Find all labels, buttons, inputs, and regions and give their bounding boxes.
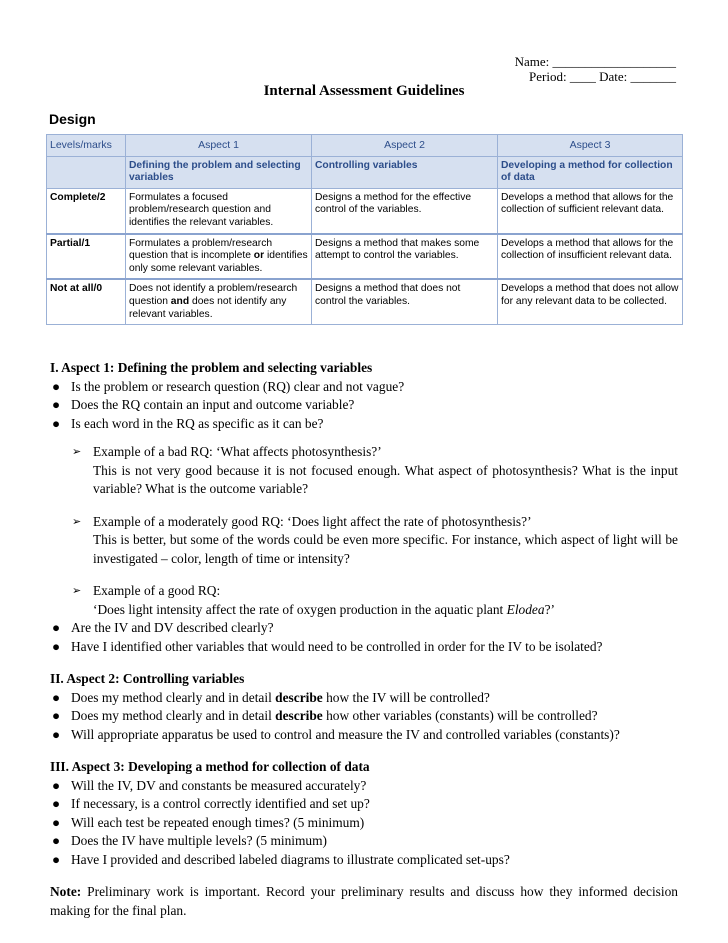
rubric-row-not-at-all [47, 279, 683, 324]
bullet-icon: ● [52, 833, 61, 848]
list-item: ● Is each word in the RQ as specific as it can be? [50, 415, 678, 434]
list-item: ● If necessary, is a control correctly identified and set up? [50, 795, 678, 814]
rubric-row-partial [47, 234, 683, 280]
note-label: Note: [50, 884, 82, 899]
rubric-cell: Develops a method that does not allow for any relevant data to be collected. [498, 279, 683, 324]
bullet-icon: ● [52, 620, 61, 635]
rubric-cell: Designs a method that does not control the variables. [312, 279, 498, 324]
rubric-cell: Develops a method that allows for the collection of sufficient relevant data. [498, 188, 683, 233]
list-item: ● Will appropriate apparatus be used to control and measure the IV and controlled variables (constants)? [50, 726, 678, 745]
rubric-subtitle-row [47, 156, 683, 188]
aspect-1-subtitle: Defining the problem and selecting variables [126, 156, 312, 188]
bullet-icon: ● [52, 708, 61, 723]
levels-header: Levels/marks [47, 135, 126, 157]
name-line[interactable]: Name: ___________________ [514, 54, 676, 69]
bullet-icon: ● [52, 796, 61, 811]
rubric-header-row [47, 135, 683, 157]
rubric-cell: Formulates a problem/research question that is incomplete or identifies only some relevant variables. [126, 234, 312, 280]
bullet-icon: ● [52, 726, 61, 742]
list-item: ● Does my method clearly and in detail describe how other variables (constants) will be controlled? [50, 707, 678, 726]
example-bad-rq: ➢ Example of a bad RQ: ‘What affects photosynthesis?’ This is not very good because it is not focused enough. What aspect of photosynthesis? What is the input variable? What is the outcome variable? [72, 444, 678, 496]
levels-subheader-empty [47, 156, 126, 188]
example-moderate-rq: ➢ Example of a moderately good RQ: ‘Does light affect the rate of photosynthesis?’ This is better, but some of the words could be even more specific. For instance, which aspect of light will be investigated – color, length of time or intensity? [72, 513, 678, 566]
note-paragraph: Note: Preliminary work is important. Record your preliminary results and discuss how they informed decision making for the final plan. [50, 884, 678, 918]
level-label: Not at all/0 [47, 279, 126, 324]
rubric-cell: Formulates a focused problem/research question and identifies the relevant variables. [126, 188, 312, 233]
list-item: ● Does the IV have multiple levels? (5 minimum) [50, 832, 678, 851]
aspect-2-bullets [50, 689, 678, 745]
arrow-bullet-icon: ➢ [72, 446, 82, 458]
student-info [515, 54, 676, 84]
period-date-line[interactable]: Period: ____ Date: _______ [529, 69, 676, 84]
list-item: ● Will each test be repeated enough times? (5 minimum) [50, 814, 678, 833]
bullet-icon: ● [52, 638, 61, 654]
aspect-1-bullets-after [50, 619, 678, 656]
level-label: Complete/2 [47, 188, 126, 233]
page-title: Internal Assessment Guidelines [263, 83, 465, 99]
aspect-1-bullets [50, 378, 678, 434]
aspect-1-heading: I. Aspect 1: Defining the problem and selecting variables [50, 360, 373, 375]
section-title: Design [49, 111, 96, 127]
rubric-cell: Designs a method for the effective control of the variables. [312, 188, 498, 233]
bullet-icon: ● [52, 851, 61, 867]
list-item: ● Does my method clearly and in detail describe how the IV will be controlled? [50, 689, 678, 708]
bullet-icon: ● [52, 415, 61, 431]
bullet-icon: ● [52, 777, 61, 793]
aspect-3-subtitle: Developing a method for collection of data [498, 156, 683, 188]
list-item: ● Will the IV, DV and constants be measured accurately? [50, 777, 678, 796]
bullet-icon: ● [52, 378, 61, 394]
rubric-cell: Designs a method that makes some attempt to control the variables. [312, 234, 498, 280]
list-item: ● Is the problem or research question (RQ) clear and not vague? [50, 378, 678, 397]
list-item: ● Does the RQ contain an input and outcome variable? [50, 396, 678, 415]
aspect-3-bullets [50, 777, 678, 870]
aspect-2-subtitle: Controlling variables [312, 156, 498, 188]
arrow-bullet-icon: ➢ [72, 585, 82, 597]
arrow-bullet-icon: ➢ [72, 515, 82, 528]
aspect-1-header: Aspect 1 [126, 135, 312, 157]
aspect-3-heading: III. Aspect 3: Developing a method for collection of data [50, 759, 370, 774]
example-good-rq: ➢ Example of a good RQ: ‘Does light intensity affect the rate of oxygen production in the aquatic plant Elodea?’ [72, 583, 555, 617]
rubric-cell: Develops a method that allows for the collection of insufficient relevant data. [498, 234, 683, 280]
list-item: ● Are the IV and DV described clearly? [50, 619, 678, 638]
aspect-2-heading: II. Aspect 2: Controlling variables [50, 671, 245, 686]
rubric-table [46, 134, 683, 325]
bullet-icon: ● [52, 689, 61, 705]
aspect-3-header: Aspect 3 [498, 135, 683, 157]
bullet-icon: ● [52, 397, 61, 412]
level-label: Partial/1 [47, 234, 126, 280]
guidelines-body [50, 359, 678, 920]
aspect-2-header: Aspect 2 [312, 135, 498, 157]
list-item: ● Have I provided and described labeled diagrams to illustrate complicated set-ups? [50, 851, 678, 870]
rubric-cell: Does not identify a problem/research question and does not identify any relevant variables. [126, 279, 312, 324]
bullet-icon: ● [52, 814, 61, 830]
list-item: ● Have I identified other variables that would need to be controlled in order for the IV to be isolated? [50, 638, 678, 657]
rubric-row-complete [47, 188, 683, 233]
